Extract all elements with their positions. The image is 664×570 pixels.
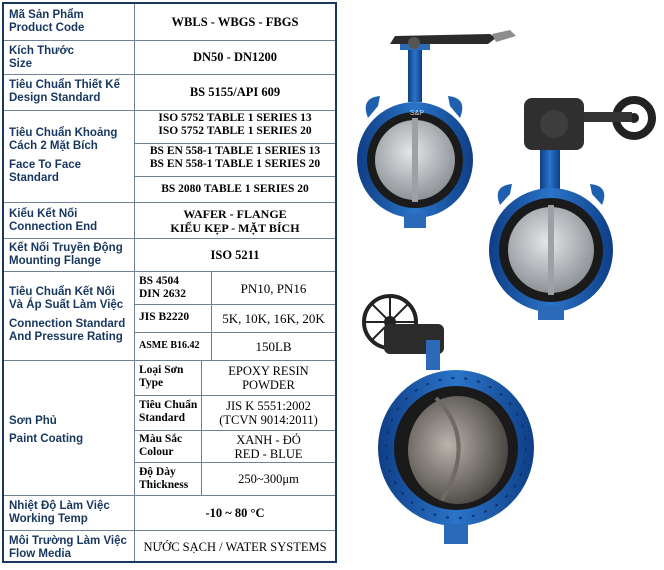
row-divider: [134, 395, 335, 396]
mounting-flange-value: ISO 5211: [210, 248, 260, 262]
connection-pressure-label: Tiêu Chuẩn Kết Nối Và Áp Suất Làm Việc Connection Standard And Pressure Rating: [9, 286, 126, 343]
row-divider: [4, 271, 335, 272]
mounting-flange-label: Kết Nối Truyền Động Mounting Flange: [9, 242, 123, 267]
lever-operated-wafer-butterfly-valve: [357, 30, 516, 228]
row-divider: [4, 360, 335, 361]
paint-type-value: EPOXY RESIN POWDER: [228, 364, 309, 392]
valve-illustrations: [340, 0, 664, 565]
size-label: Kích Thước Size: [9, 45, 75, 70]
row-divider: [4, 202, 335, 203]
svg-text:S&P: S&P: [410, 110, 425, 117]
pn-rating-value: PN10, PN16: [240, 281, 307, 296]
face-to-face-bs-en: BS EN 558-1 TABLE 1 SERIES 13 BS EN 558-1 TABLE 1 SERIES 20: [149, 145, 321, 170]
paint-standard-value: JIS K 5551:2002 (TCVN 9014:2011): [219, 399, 318, 427]
product-code-value: WBLS - WBGS - FBGS: [171, 15, 299, 29]
size-value: DN50 - DN1200: [192, 50, 278, 64]
paint-coating-label: Sơn Phủ Paint Coating: [9, 415, 84, 445]
design-standard-value: BS 5155/API 609: [189, 85, 281, 99]
spec-table: [2, 2, 337, 563]
row-divider: [4, 238, 335, 239]
row-divider: [134, 304, 335, 305]
design-standard-label: Tiêu Chuẩn Thiết Kế Design Standard: [9, 79, 120, 104]
face-to-face-label: Tiêu Chuẩn Khoảng Cách 2 Mặt Bích Face To Face Standard: [9, 127, 118, 184]
asme-standard: ASME B16.42: [139, 340, 200, 351]
jis-standard: JIS B2220: [139, 311, 190, 323]
row-divider: [4, 74, 335, 75]
row-divider: [4, 530, 335, 531]
paint-colour-name: Màu Sắc Colour: [139, 433, 183, 458]
bs4504-din-standard: BS 4504 DIN 2632: [139, 275, 186, 300]
product-code-label: Mã Sản Phẩm Product Code: [9, 9, 85, 34]
asme-rating-value: 150LB: [255, 339, 292, 354]
paint-colour-value: XANH - ĐỎ RED - BLUE: [234, 433, 303, 461]
row-divider: [134, 332, 335, 333]
flow-media-label: Môi Trường Làm Việc Flow Media: [9, 535, 127, 560]
paint-thickness-name: Độ Dày Thickness: [139, 466, 189, 491]
paint-type-name: Loại Sơn Type: [139, 364, 184, 389]
row-divider: [134, 176, 335, 177]
row-divider: [134, 430, 335, 431]
row-divider: [4, 110, 335, 111]
row-divider: [4, 40, 335, 41]
paint-standard-name: Tiêu Chuẩn Standard: [139, 399, 198, 424]
row-divider: [134, 143, 335, 144]
face-to-face-iso: ISO 5752 TABLE 1 SERIES 13 ISO 5752 TABLE 1 SERIES 20: [158, 112, 312, 137]
working-temp-value: -10 ~ 80 °C: [205, 506, 265, 520]
working-temp-label: Nhiệt Độ Làm Việc Working Temp: [9, 500, 110, 525]
connection-end-label: Kiểu Kết Nối Connection End: [9, 208, 98, 233]
product-photos: [340, 0, 664, 565]
row-divider: [134, 462, 335, 463]
paint-thickness-value: 250~300μm: [238, 472, 299, 486]
gear-operated-flanged-butterfly-valve: [364, 296, 534, 544]
flow-media-value: NƯỚC SẠCH / WATER SYSTEMS: [143, 540, 327, 554]
gear-operated-wafer-butterfly-valve: [489, 98, 652, 320]
row-divider: [4, 495, 335, 496]
jis-rating-value: 5K, 10K, 16K, 20K: [222, 311, 325, 326]
face-to-face-bs2080: BS 2080 TABLE 1 SERIES 20: [161, 183, 309, 195]
connection-end-value: WAFER - FLANGE KIỂU KẸP - MẶT BÍCH: [170, 207, 300, 235]
